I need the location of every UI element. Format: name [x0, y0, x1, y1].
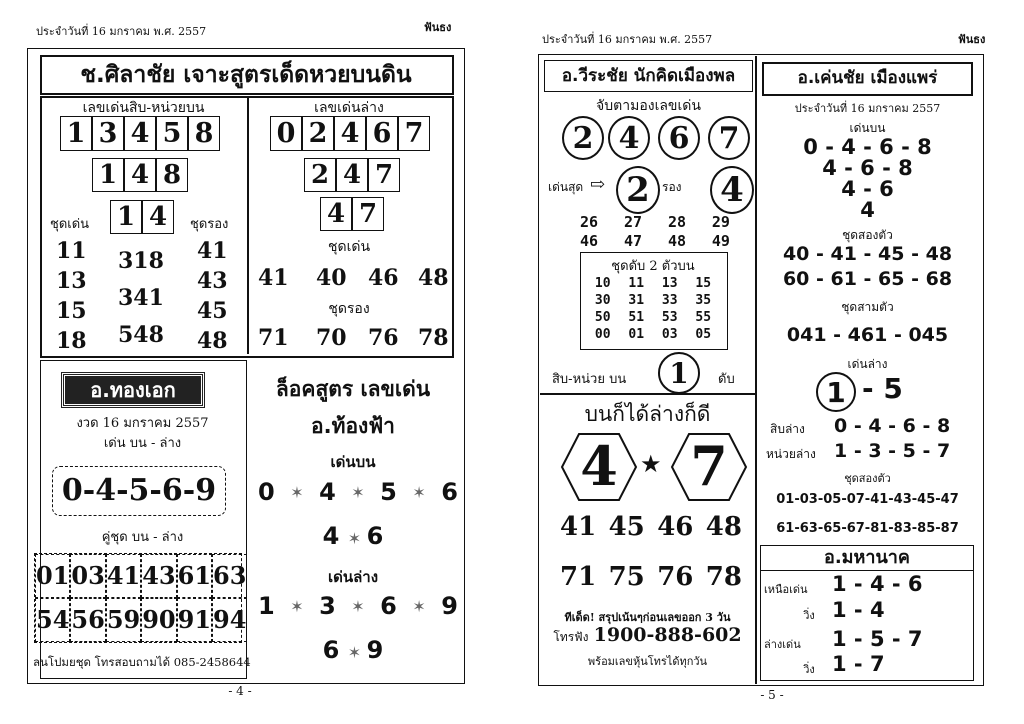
lock-digit: 0 [258, 478, 275, 506]
lead-number: 11 [56, 238, 87, 264]
lock-top-digits-2 [248, 522, 458, 550]
page-title: ช.ศิลาชัย เจาะสูตรเด็ดหวยบนดิน [80, 62, 412, 88]
ken-pair-label: ชุดสองตัว [842, 228, 893, 242]
ken-title: อ.เค่นชัย เมืองแพร่ [797, 68, 938, 88]
digit-box: 4 [334, 116, 366, 151]
tens-circle: 1 [658, 352, 700, 394]
ken-pair-line: 60 - 61 - 65 - 68 [782, 268, 953, 290]
ken-pair-line: 40 - 41 - 45 - 48 [782, 243, 953, 265]
set2-cell: 15 [695, 276, 712, 291]
set2-cell: 13 [661, 276, 678, 291]
ken-tens-label: สิบล่าง [770, 422, 805, 436]
both-row2 [560, 562, 742, 592]
ken-units-label: หน่วยล่าง [766, 447, 816, 461]
top-digits-row3 [110, 200, 174, 234]
star-icon: ✶ [351, 482, 365, 502]
header-brand: ฟันธง [958, 33, 986, 46]
both-right-digit: 7 [690, 434, 728, 498]
lock-digit: 1 [258, 592, 275, 620]
thong-draw: งวด 16 มกราคม 2557 [76, 416, 209, 431]
lock-bot-label: เด่นล่าง [327, 568, 379, 586]
num: 47 [623, 232, 643, 250]
sub-number: 48 [197, 328, 228, 354]
right-page [512, 0, 1024, 724]
ken-pair2-a: 01-03-05-07-41-43-45-47 [776, 492, 959, 507]
star-icon: ✶ [290, 482, 304, 502]
bottom-lead-label: ชุดเด่น [327, 239, 371, 255]
digit-box: 0 [270, 116, 302, 151]
ken-top-line: 4 - 6 - 8 [822, 156, 913, 180]
bottom-sub-number: 78 [418, 325, 449, 351]
ken-bot-label: เด่นล่าง [847, 357, 888, 371]
both-num: 48 [705, 512, 742, 542]
mid-number: 548 [118, 322, 164, 348]
star-icon: ✶ [290, 596, 304, 616]
pair-cell: 03 [70, 554, 105, 598]
second-circle: 4 [710, 166, 754, 214]
bottom-sub-number: 71 [258, 325, 289, 351]
mid-number: 318 [118, 248, 164, 274]
maha-label: วิ่ง [803, 663, 815, 676]
maha-label: เหนือเด่น [764, 583, 808, 596]
num: 29 [711, 213, 730, 231]
ken-units: 1 - 3 - 5 - 7 [834, 440, 951, 462]
header-date: ประจำวันที่ 16 มกราคม พ.ศ. 2557 [542, 33, 713, 46]
ken-top-line: 4 [860, 198, 875, 222]
both-num: 71 [560, 562, 597, 592]
ken-pair2-label: ชุดสองตัว [844, 472, 891, 485]
bottom-sub-label: ชุดรอง [328, 301, 370, 317]
digit-box: 3 [92, 116, 124, 151]
lock-title: ล็อคสูตร เลขเด่น [275, 377, 431, 401]
lead-number: 15 [56, 298, 87, 324]
pair-grid [34, 553, 247, 643]
ken-bot-b: - 5 [862, 372, 903, 405]
both-num: 41 [560, 512, 597, 542]
thong-main-number: 0-4-5-6-9 [52, 466, 226, 516]
lock-top-digits [258, 478, 458, 506]
star-icon: ✶ [347, 529, 367, 548]
set2-cell: 50 [594, 310, 611, 325]
lock-digit: 3 [319, 592, 336, 620]
bottom-sub-number: 76 [368, 325, 399, 351]
maha-label: วิ่ง [803, 609, 815, 622]
set2-grid [586, 276, 720, 342]
maha-value: 1 - 4 [832, 598, 885, 622]
set2-cell: 35 [695, 293, 712, 308]
both-num: 46 [657, 512, 694, 542]
maha-title: อ.มหานาค [760, 546, 974, 571]
maha-value: 1 - 4 - 6 [832, 572, 923, 596]
num: 26 [580, 213, 599, 231]
set2-cell: 11 [628, 276, 645, 291]
set2-cell: 31 [628, 293, 645, 308]
digit-box: 5 [156, 116, 188, 151]
number-circle: 4 [608, 116, 650, 160]
maha-value: 1 - 7 [832, 652, 885, 676]
pair-cell: 63 [212, 554, 247, 598]
pair-cell: 91 [177, 598, 212, 642]
both-title: บนก็ได้ล่างก็ดี [584, 402, 711, 426]
digit-box: 1 [60, 116, 92, 151]
mid-number: 341 [118, 285, 164, 311]
promo-line-2: พร้อมเลขหุ้นโทรได้ทุกวัน [587, 655, 708, 668]
both-row1 [560, 512, 742, 542]
bottom-sub-number: 70 [316, 325, 347, 351]
pair-cell: 43 [141, 554, 176, 598]
star-icon: ✶ [412, 482, 426, 502]
set2-cell: 00 [594, 327, 611, 342]
best-label: เด่นสุด [548, 180, 584, 194]
header-brand: ฟันธง [424, 21, 452, 34]
best-circle: 2 [616, 166, 660, 214]
lock-digit: 6 [366, 522, 384, 550]
set2-cell: 33 [661, 293, 678, 308]
set2-cell: 01 [628, 327, 645, 342]
pair-cell: 41 [106, 554, 141, 598]
phone-label: โทรฟัง [553, 630, 589, 644]
wira-title: อ.วีระชัย นักคิดเมืองพล [561, 66, 736, 86]
pair-cell: 59 [106, 598, 141, 642]
num: 27 [623, 213, 643, 231]
lock-author: อ.ท้องฟ้า [311, 414, 395, 438]
lock-digit: 5 [380, 478, 397, 506]
num: 46 [580, 232, 599, 250]
set2-cell: 10 [594, 276, 611, 291]
both-num: 45 [608, 512, 645, 542]
digit-box: 6 [366, 116, 398, 151]
num: 49 [711, 232, 730, 250]
bottom-digits-row3 [320, 197, 384, 231]
thong-sub: เด่น บน - ล่าง [103, 436, 182, 451]
num-row2 [580, 232, 730, 250]
num: 28 [667, 213, 686, 231]
digit-box: 1 [110, 200, 142, 234]
lead-set-label: ชุดเด่น [50, 217, 90, 232]
tens-label: สิบ-หน่วย บน [552, 372, 627, 387]
both-num: 75 [608, 562, 645, 592]
second-label: รอง [662, 180, 682, 194]
bottom-lead-number: 46 [368, 265, 399, 291]
set2-cell: 05 [695, 327, 712, 342]
digit-box: 7 [398, 116, 430, 151]
promo-line: ทีเด็ด! สรุปเน้นๆก่อนเลขออก 3 วัน [564, 611, 731, 624]
phone-line [540, 624, 755, 647]
both-num: 76 [657, 562, 694, 592]
thong-title: อ.ทองเอก [62, 373, 204, 407]
lock-digit: 6 [441, 478, 458, 506]
pair-cell: 56 [70, 598, 105, 642]
digit-box: 7 [368, 158, 400, 192]
lock-top-label: เด่นบน [330, 453, 376, 471]
ken-date: ประจำวันที่ 16 มกราคม 2557 [794, 102, 941, 115]
lock-digit: 6 [322, 636, 340, 664]
lead-number: 13 [56, 268, 87, 294]
right-vertical-divider [755, 56, 757, 684]
tens-suffix: ดับ [718, 372, 735, 387]
page-number: - 4 - [228, 684, 252, 698]
ken-top-label: เด่นบน [849, 121, 886, 135]
lock-digit: 9 [441, 592, 458, 620]
lock-digit: 9 [366, 636, 384, 664]
digit-box: 8 [188, 116, 220, 151]
set2-cell: 30 [594, 293, 611, 308]
digit-box: 2 [304, 158, 336, 192]
lock-digit: 6 [380, 592, 397, 620]
num-row1 [580, 213, 730, 231]
digit-box: 2 [302, 116, 334, 151]
top-digits-row1 [60, 116, 220, 151]
wira-sub: จับตามองเลขเด่น [596, 98, 701, 114]
digit-box: 4 [336, 158, 368, 192]
top-label: เลขเด่นสิบ-หน่วยบน [82, 100, 205, 116]
bottom-lead-number: 41 [258, 265, 289, 291]
number-circle: 7 [708, 116, 750, 160]
maha-label: ล่างเด่น [764, 638, 801, 651]
star-icon: ✶ [351, 596, 365, 616]
sub-number: 41 [197, 238, 228, 264]
set2-cell: 51 [628, 310, 645, 325]
digit-box: 8 [156, 158, 188, 192]
pair-cell: 61 [177, 554, 212, 598]
bottom-lead-number: 48 [418, 265, 449, 291]
pair-cell: 90 [141, 598, 176, 642]
bottom-digits-row1 [270, 116, 430, 151]
lock-bot-digits-2 [248, 636, 458, 664]
star-icon: ✶ [347, 643, 367, 662]
bottom-label: เลขเด่นล่าง [314, 100, 384, 116]
pair-label: คู่ชุด บน - ล่าง [101, 530, 184, 545]
ken-triple: 041 - 461 - 045 [786, 324, 949, 346]
star-icon: ★ [640, 450, 662, 478]
bottom-digits-row2 [304, 158, 400, 192]
pair-cell: 54 [35, 598, 70, 642]
lead-number: 18 [56, 328, 87, 354]
pair-cell: 01 [35, 554, 70, 598]
both-num: 78 [705, 562, 742, 592]
digit-box: 4 [124, 116, 156, 151]
page-number: - 5 - [760, 688, 784, 702]
ken-top-line: 0 - 4 - 6 - 8 [803, 135, 932, 159]
digit-box: 4 [320, 197, 352, 231]
ken-pair2-b: 61-63-65-67-81-83-85-87 [776, 521, 959, 536]
header-date: ประจำวันที่ 16 มกราคม พ.ศ. 2557 [36, 25, 207, 38]
sub-number: 45 [197, 298, 228, 324]
number-circle: 6 [658, 116, 700, 160]
set2-cell: 03 [661, 327, 678, 342]
bottom-lead-number: 40 [316, 265, 347, 291]
sub-set-label: ชุดรอง [190, 217, 229, 232]
ken-bot-circle: 1 [816, 372, 856, 412]
maha-value: 1 - 5 - 7 [832, 627, 923, 651]
sub-number: 43 [197, 268, 228, 294]
phone-number: 1900-888-602 [593, 624, 742, 646]
star-icon: ✶ [412, 596, 426, 616]
ken-tens: 0 - 4 - 6 - 8 [834, 415, 951, 437]
number-circle: 2 [562, 116, 604, 160]
arrow-right-icon: ⇨ [590, 174, 606, 195]
lock-digit: 4 [319, 478, 336, 506]
pair-cell: 94 [212, 598, 247, 642]
num: 48 [667, 232, 686, 250]
both-left-digit: 4 [580, 434, 618, 498]
ken-top-line: 4 - 6 [841, 177, 894, 201]
lock-digit: 4 [322, 522, 340, 550]
lock-bot-digits [258, 592, 458, 620]
section-divider [540, 393, 755, 395]
digit-box: 7 [352, 197, 384, 231]
ken-triple-label: ชุดสามตัว [841, 300, 894, 314]
contact-line: ลนโปมยชุด โทรสอบถามได้ 085-2458644 [33, 655, 251, 669]
set2-cell: 53 [661, 310, 678, 325]
digit-box: 1 [92, 158, 124, 192]
set2-cell: 55 [695, 310, 712, 325]
top-digits-row2 [92, 158, 188, 192]
set2-label: ชุดดับ 2 ตัวบน [611, 259, 695, 274]
digit-box: 4 [142, 200, 174, 234]
digit-box: 4 [124, 158, 156, 192]
